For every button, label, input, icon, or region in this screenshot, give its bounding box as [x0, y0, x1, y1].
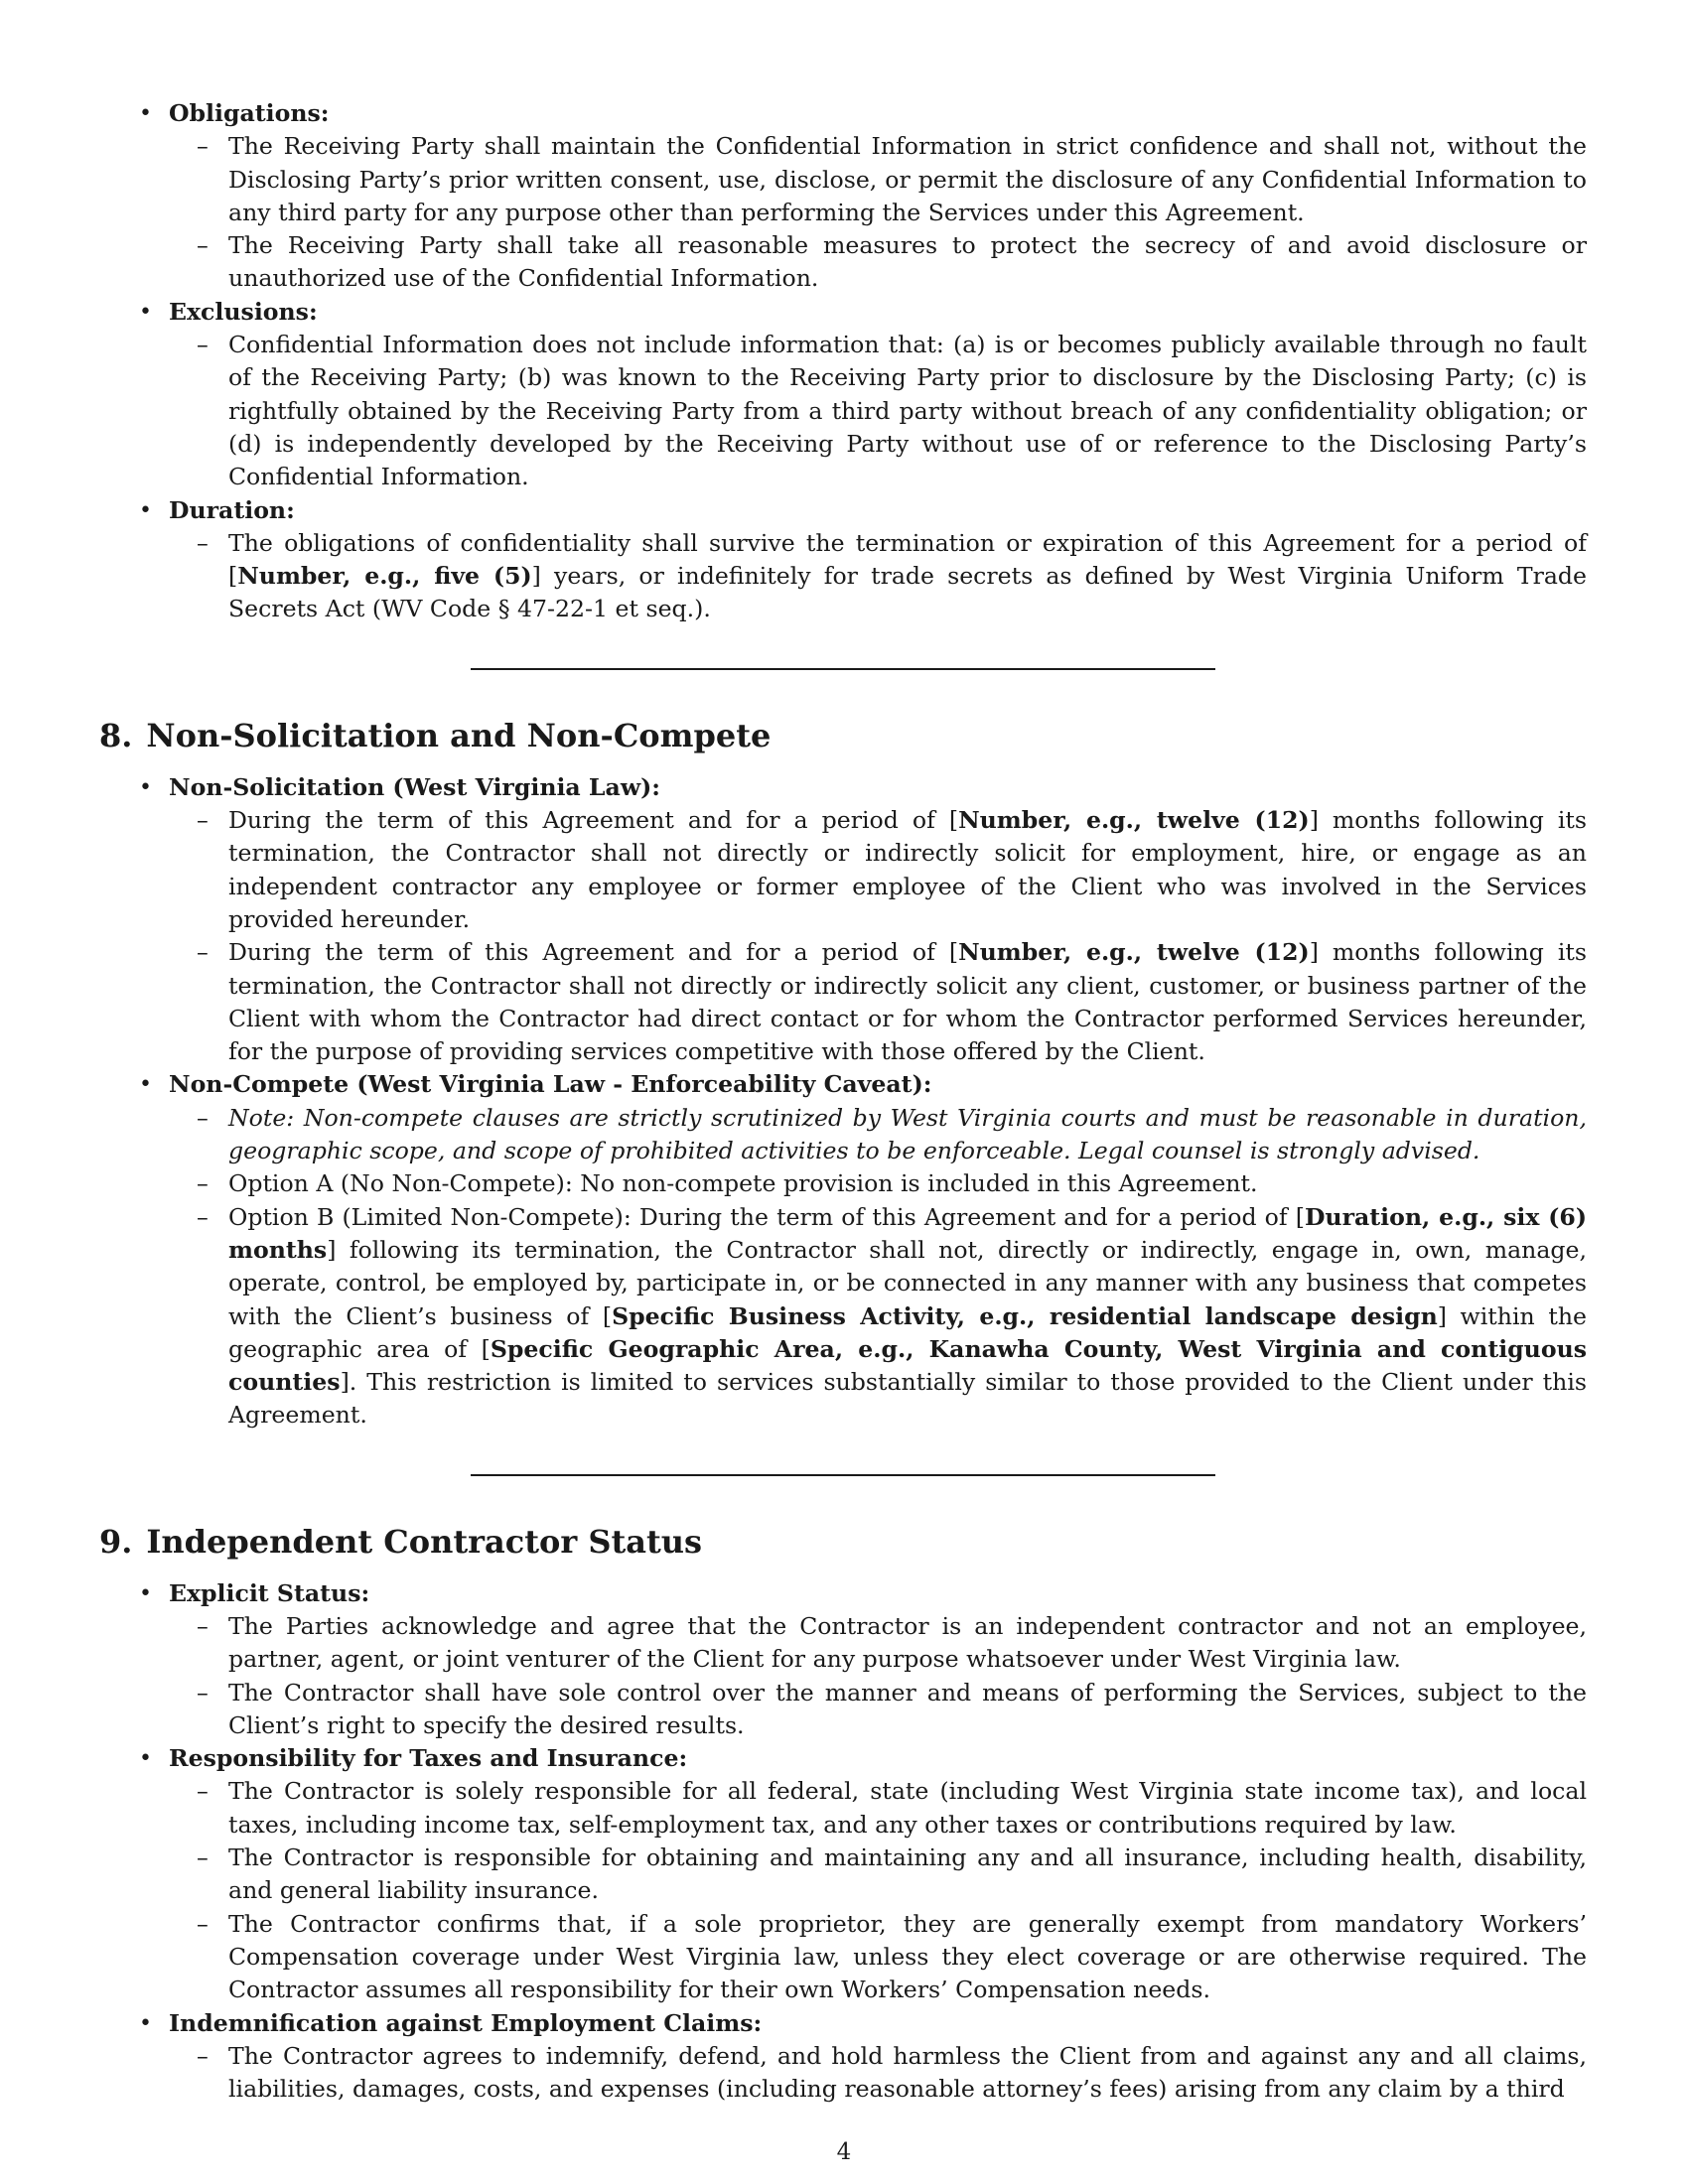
non-compete-note: [197, 1102, 1587, 1168]
section-divider: [471, 668, 1215, 670]
dash-icon: –: [197, 1103, 209, 1132]
section-8-heading: [99, 716, 1587, 755]
taxes-insurance-title: Responsibility for Taxes and Insurance:: [169, 1744, 688, 1773]
non-solicitation-text-pre: During the term of this Agreement and for a period of [: [228, 938, 959, 967]
exclusions-sublist: [169, 329, 1587, 493]
section-divider: [471, 1474, 1215, 1476]
non-solicitation-placeholder: Number, e.g., twelve (12): [958, 806, 1310, 835]
section-9-list: [99, 1577, 1587, 2107]
obligations-text: The Receiving Party shall maintain the Confidential Information in strict confidence and shall not, without the Disclosing Party’s prior written consent, use, disclose, or permit the disclosure of any Confidential Information to any third party for any purpose other than performing the Services under this Agreement.: [228, 132, 1587, 226]
option-a-text: Option A (No Non-Compete): No non-compete provision is included in this Agreement.: [228, 1169, 1258, 1198]
obligations-point: [197, 229, 1587, 296]
option-b-duration-placeholder: Duration, e.g., six (6) months: [228, 1202, 1587, 1264]
exclusions-text: Confidential Information does not include information that: (a) is or becomes publicly available through no fault of the Receiving Party; (b) was known to the Receiving Party prior to disclosure by the Disclosing Party; (c) is rightfully obtained by the Receiving Party from a third party without breach of any confidentiality obligation; or (d) is independently developed by the Receiving Party without use of or reference to the Disclosing Party’s Confidential Information.: [228, 331, 1587, 491]
non-compete-note-text: Note: Non-compete clauses are strictly scrutinized by West Virginia courts and must be reasonable in duration, geographic scope, and scope of prohibited activities to be enforceable. Legal counsel is strongly advised.: [228, 1103, 1587, 1165]
bullet-icon: •: [139, 101, 152, 126]
dash-icon: –: [197, 1777, 209, 1806]
option-b-text-2: ] following its termination, the Contractor shall not, directly or indirectly, engage in, own, manage, operate, control, be employed by, participate in, or be connected in any manner with any business that competes with the Client’s business of [: [228, 1235, 1587, 1330]
dash-icon: –: [197, 231, 209, 260]
explicit-status-text: The Parties acknowledge and agree that the Contractor is an independent contractor and not an employee, partner, agent, or joint venturer of the Client for any purpose whatsoever under West Virginia law.: [228, 1611, 1587, 1674]
non-compete-sublist: [169, 1102, 1587, 1433]
indemnification-point: [197, 2040, 1587, 2107]
option-b-area-placeholder: Specific Geographic Area, e.g., Kanawha County, West Virginia and contiguous counties: [228, 1334, 1588, 1397]
obligations-text: The Receiving Party shall take all reasonable measures to protect the secrecy of and avoid disclosure or unauthorized use of the Confidential Information.: [228, 231, 1587, 293]
taxes-insurance-text: The Contractor is solely responsible for all federal, state (including West Virginia state income tax), and local taxes, including income tax, self-employment tax, and any other taxes or contributions required by law.: [228, 1777, 1587, 1839]
exclusions-item: [139, 296, 1587, 494]
indemnification-title: Indemnification against Employment Claims:: [169, 2008, 763, 2037]
non-solicitation-text-post: ] months following its termination, the Contractor shall not directly or indirectly solicit any client, customer, or business partner of the Client with whom the Contractor had direct contact or for whom the Contractor performed Services hereunder, for the purpose of providing services competitive with those offered by the Client.: [228, 938, 1587, 1066]
bullet-icon: •: [139, 1580, 152, 1606]
dash-icon: –: [197, 938, 209, 967]
dash-icon: –: [197, 1909, 209, 1938]
duration-title: Duration:: [169, 495, 295, 524]
duration-sublist: [169, 527, 1587, 626]
explicit-status-title: Explicit Status:: [169, 1578, 370, 1607]
obligations-sublist: [169, 130, 1587, 295]
section-9-number: 9.: [99, 1522, 133, 1561]
dash-icon: –: [197, 1843, 209, 1872]
section-9-title: Independent Contractor Status: [146, 1522, 703, 1561]
bullet-icon: •: [139, 1072, 152, 1098]
section-9-heading: [99, 1522, 1587, 1562]
explicit-status-text: The Contractor shall have sole control over the manner and means of performing the Services, subject to the Client’s right to specify the desired results.: [228, 1678, 1587, 1739]
bullet-icon: •: [139, 1746, 152, 1772]
obligations-point: [197, 130, 1587, 229]
option-b-activity-placeholder: Specific Business Activity, e.g., residential landscape design: [612, 1301, 1438, 1330]
section-8-list: [99, 771, 1587, 1433]
confidentiality-list: [99, 97, 1587, 626]
taxes-insurance-text: The Contractor confirms that, if a sole proprietor, they are generally exempt from mandatory Workers’ Compensation coverage under West Virginia law, unless they elect coverage or are otherwise required. The Contractor assumes all responsibility for their own Workers’ Compensation needs.: [228, 1909, 1587, 2004]
duration-text-post: ] years, or indefinitely for trade secrets as defined by West Virginia Uniform Trade Secrets Act (WV Code § 47-22-1 et seq.).: [228, 562, 1587, 623]
non-solicitation-point: [197, 936, 1587, 1068]
bullet-icon: •: [139, 299, 152, 325]
dash-icon: –: [197, 132, 209, 161]
non-compete-option-a: [197, 1167, 1587, 1200]
bullet-icon: •: [139, 497, 152, 523]
indemnification-text: The Contractor agrees to indemnify, defend, and hold harmless the Client from and against any and all claims, liabilities, damages, costs, and expenses (including reasonable attorney’s fees) arising from any claim by a third: [228, 2041, 1587, 2104]
indemnification-item: [139, 2007, 1587, 2107]
taxes-insurance-text: The Contractor is responsible for obtaining and maintaining any and all insurance, including health, disability, and general liability insurance.: [228, 1843, 1587, 1905]
non-solicitation-item: [139, 771, 1587, 1069]
duration-point: [197, 527, 1587, 626]
bullet-icon: •: [139, 2010, 152, 2036]
explicit-status-item: [139, 1577, 1587, 1742]
dash-icon: –: [197, 331, 209, 359]
option-b-text-1: Option B (Limited Non-Compete): During the term of this Agreement and for a period of [: [228, 1202, 1305, 1231]
non-solicitation-point: [197, 804, 1587, 936]
section-8-number: 8.: [99, 716, 133, 754]
exclusions-point: [197, 329, 1587, 493]
non-solicitation-text-pre: During the term of this Agreement and for a period of [: [228, 806, 959, 835]
dash-icon: –: [197, 806, 209, 835]
dash-icon: –: [197, 1678, 209, 1706]
non-compete-title: Non-Compete (West Virginia Law - Enforceability Caveat):: [169, 1070, 932, 1099]
page-content: [99, 97, 1587, 2106]
duration-text-pre: The obligations of confidentiality shall survive the termination or expiration of this Agreement for a period of [: [228, 528, 1587, 591]
non-solicitation-title: Non-Solicitation (West Virginia Law):: [169, 772, 660, 801]
non-solicitation-placeholder: Number, e.g., twelve (12): [958, 938, 1310, 967]
duration-placeholder: Number, e.g., five (5): [237, 562, 532, 591]
non-compete-item: [139, 1068, 1588, 1432]
dash-icon: –: [197, 1202, 209, 1231]
obligations-item: [139, 97, 1587, 296]
taxes-insurance-item: [139, 1742, 1587, 2006]
non-compete-option-b: [197, 1201, 1588, 1433]
dash-icon: –: [197, 2041, 209, 2070]
non-solicitation-text-post: ] months following its termination, the Contractor shall not directly or indirectly solicit for employment, hire, or engage as an independent contractor any employee or former employee of the Client who was involved in the Services provided hereunder.: [228, 806, 1587, 933]
exclusions-title: Exclusions:: [169, 297, 318, 326]
section-8-title: Non-Solicitation and Non-Compete: [146, 716, 772, 754]
explicit-status-point: [197, 1610, 1587, 1677]
dash-icon: –: [197, 528, 209, 557]
explicit-status-point: [197, 1677, 1587, 1743]
taxes-insurance-point: [197, 1908, 1587, 2007]
taxes-insurance-point: [197, 1775, 1587, 1842]
indemnification-sublist: [169, 2040, 1587, 2107]
option-b-text-3: ] within the geographic area of [: [228, 1301, 1587, 1363]
duration-item: [139, 494, 1587, 626]
taxes-insurance-point: [197, 1842, 1587, 1908]
non-solicitation-sublist: [169, 804, 1587, 1068]
obligations-title: Obligations:: [169, 99, 330, 127]
explicit-status-sublist: [169, 1610, 1587, 1742]
dash-icon: –: [197, 1169, 209, 1198]
option-b-text-4: ]. This restriction is limited to services substantially similar to those provided to the Client under this Agreement.: [228, 1368, 1587, 1430]
bullet-icon: •: [139, 774, 152, 800]
dash-icon: –: [197, 1611, 209, 1640]
taxes-insurance-sublist: [169, 1775, 1587, 2006]
page-number: 4: [836, 2139, 852, 2165]
